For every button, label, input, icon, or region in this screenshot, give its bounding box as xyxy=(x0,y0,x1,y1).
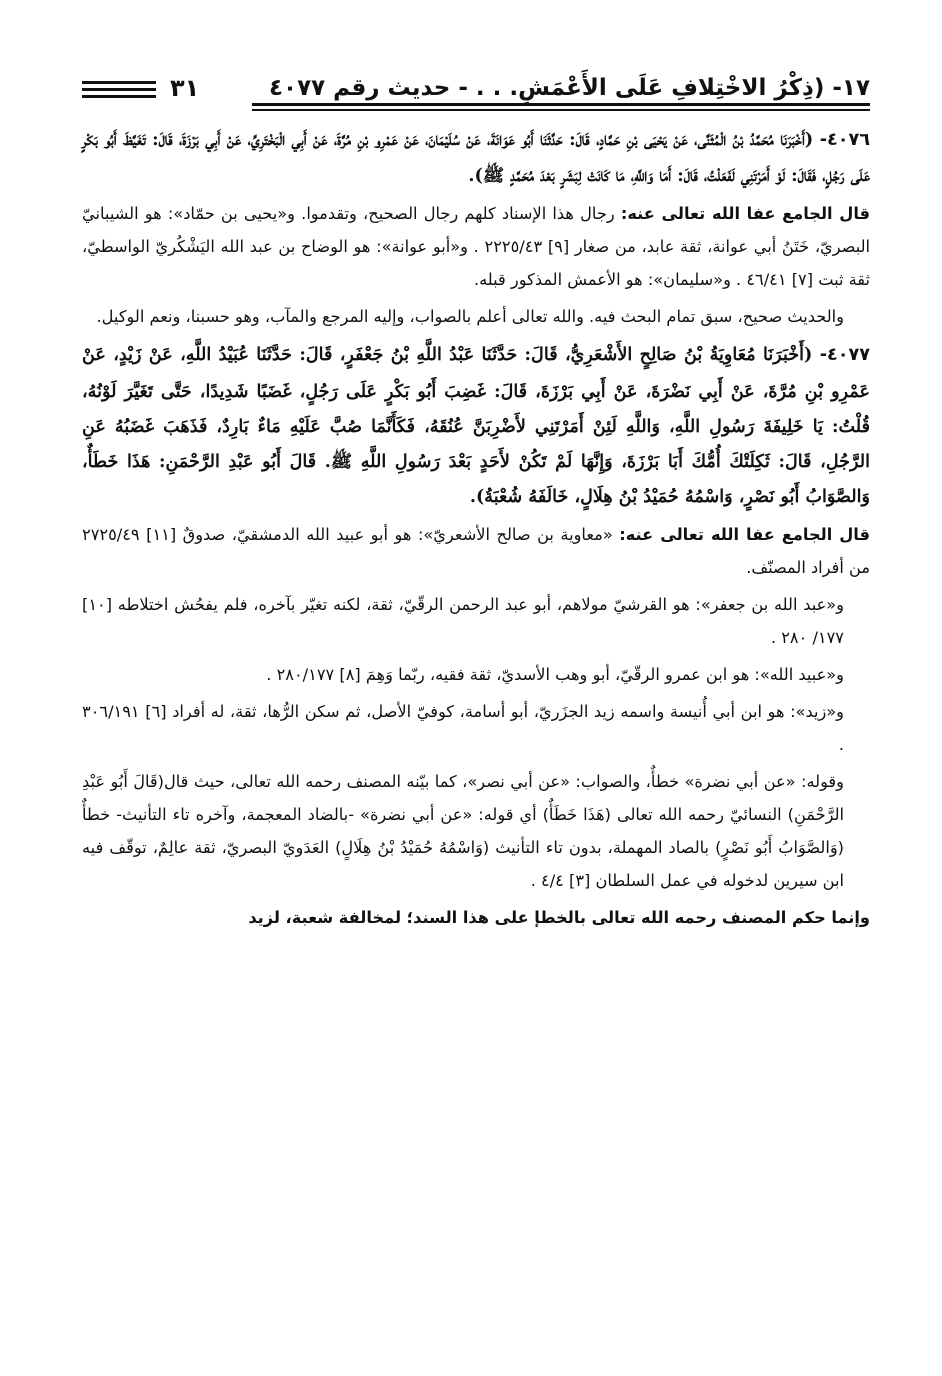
hadith-text: (أَخْبَرَنَا مُحَمَّدُ بْنُ الْمُثَنَّى، عَنْ يَحْيَى بْنِ حَمَّادٍ، قَالَ: حَدَّثَنَا أَبُو عَوَانَةَ، عَنْ سُلَيْمَانَ، عَنْ عَمْرِو بْنِ مُرَّةَ، عَنْ أَبِي الْبَخْتَرِيِّ، عَنْ أَبِي بَرْزَةَ، قَالَ: تَغَيَّظَ أَبُو بَكْرٍ عَلَى رَجُلٍ، فَقَالَ: لَوْ أَمَرْتَنِي لَفَعَلْتُ، قَالَ: أَمَا وَاللَّهِ، مَا كَانَتْ لِبَشَرٍ بَعْدَ مُحَمَّدٍ ﷺ). xyxy=(82,129,870,187)
hadith-text: (أَخْبَرَنَا مُعَاوِيَةُ بْنُ صَالِحٍ الأَشْعَرِيُّ، قَالَ: حَدَّثَنَا عَبْدُ اللَّهِ بْنُ جَعْفَرٍ، قَالَ: حَدَّثَنَا عُبَيْدُ اللَّهِ، عَنْ زَيْدٍ، عَنْ عَمْرِو بْنِ مُرَّةَ، عَنْ أَبِي نَضْرَةَ، عَنْ أَبِي بَرْزَةَ، قَالَ: غَضِبَ أَبُو بَكْرٍ عَلَى رَجُلٍ، غَضَبًا شَدِيدًا، حَتَّى تَغَيَّرَ لَوْنُهُ، قُلْتُ: يَا خَلِيفَةَ رَسُولِ اللَّهِ، وَاللَّهِ لَئِنْ أَمَرْتَنِي لأَضْرِبَنَّ عُنُقَهُ، فَكَأَنَّمَا صُبَّ عَلَيْهِ مَاءٌ بَارِدٌ، فَذَهَبَ غَضَبُهُ عَنِ الرَّجُلِ، قَالَ: ثَكِلَتْكَ أُمُّكَ أَبَا بَرْزَةَ، وَإِنَّهَا لَمْ تَكُنْ لأَحَدٍ بَعْدَ رَسُولِ اللَّهِ ﷺ. قَالَ أَبُو عَبْدِ الرَّحْمَنِ: هَذَا خَطَأٌ، وَالصَّوَابُ أَبُو نَصْرٍ، وَاسْمُهُ حُمَيْدُ بْنُ هِلَالٍ، خَالَفَهُ شُعْبَةُ). xyxy=(82,344,870,508)
page-number: ٣١ xyxy=(170,74,200,102)
ornament-line xyxy=(82,95,156,98)
commentary-paragraph: وقوله: «عن أبي نضرة» خطأٌ، والصواب: «عن أبي نصر»، كما بيّنه المصنف رحمه الله تعالى، حيث قال(قَالَ أَبُو عَبْدِ الرَّحْمَنِ) النسائيّ رحمه الله تعالى (هَذَا خَطَأٌ) أي قوله: «عن أبي نضرة» -بالضاد المعجمة، وآخره تاء التأنيث- خطأٌ (وَالصَّوَابُ أَبُو نَصْرٍ) بالصاد المهملة، بدون تاء التأنيث (وَاسْمُهُ حُمَيْدُ بْنُ هِلَالٍ) العَدَويّ البصريّ، ثقة عالِمٌ، توقّف فيه ابن سيرين لدخوله في عمل السلطان [٣] ٤/٤ . xyxy=(82,772,844,891)
header-left xyxy=(82,76,199,100)
hadith-number: ٤٠٧٧- xyxy=(819,345,870,366)
commentary-paragraph xyxy=(82,518,870,584)
commentary-paragraph: و«عبد الله بن جعفر»: هو القرشيّ مولاهم، أبو عبد الرحمن الرقّيّ، ثقة، لكنه تغيّر بآخره، فلم يفحُش اختلاطه [١٠] ١٧٧/ ٢٨٠ . xyxy=(82,595,844,648)
commentary-lead: قال الجامع عفا الله تعالى عنه: xyxy=(620,204,871,224)
commentary-paragraph xyxy=(82,197,870,296)
commentary-paragraph: والحديث صحيح، سبق تمام البحث فيه. والله تعالى أعلم بالصواب، وإليه المرجع والمآب، وهو حسبنا، ونعم الوكيل. xyxy=(96,307,844,327)
ornament-line xyxy=(82,81,156,84)
chapter-title: ١٧- (ذِكْرُ الاخْتِلافِ عَلَى الأَعْمَشِ. . . - حديث رقم ٤٠٧٧ xyxy=(269,75,870,101)
hadith-4077 xyxy=(82,337,870,514)
header-ornament-lines xyxy=(82,81,156,98)
header-rule xyxy=(252,103,870,106)
book-page xyxy=(82,50,870,1350)
running-header xyxy=(82,50,870,106)
commentary-paragraph: و«زيد»: هو ابن أبي أُنيسة واسمه زيد الجزَريّ، أبو أسامة، كوفيّ الأصل، ثم سكن الرُّها، ثقة، له أفراد [٦] ٣٠٦/١٩١ . xyxy=(82,702,844,755)
commentary-text: رجال هذا الإسناد كلهم رجال الصحيح، وتقدموا. و«يحيى بن حمّاد»: هو الشيبانيّ البصريّ، خَتَنُ أبي عوانة، ثقة عابد، من صغار [٩] ٢٢٢٥/٤٣ . و«أبو عوانة»: هو الوضاح بن عبد الله اليَشْكُريّ الواسطيّ، ثقة ثبت [٧] ٤٦/٤١ . و«سليمان»: هو الأعمش المذكور قبله. xyxy=(82,204,871,290)
body-text xyxy=(82,122,870,934)
commentary-text: «معاوية بن صالح الأشعريّ»: هو أبو عبيد الله الدمشقيّ، صدوقٌ [١١] ٢٧٢٥/٤٩ من أفراد المصنّف. xyxy=(82,525,870,578)
ornament-line xyxy=(82,88,156,91)
hadith-4076 xyxy=(82,122,870,193)
commentary-paragraph: وإنما حكم المصنف رحمه الله تعالى بالخطإ على هذا السند؛ لمخالفة شعبة، لزيد xyxy=(248,908,870,928)
hadith-number: ٤٠٧٦- xyxy=(819,130,870,150)
commentary-paragraph: و«عبيد الله»: هو ابن عمرو الرقّيّ، أبو وهب الأسديّ، ثقة فقيه، ربّما وَهِمَ [٨] ٢٨٠/١٧٧ . xyxy=(266,665,844,685)
commentary-lead: قال الجامع عفا الله تعالى عنه: xyxy=(619,525,870,545)
